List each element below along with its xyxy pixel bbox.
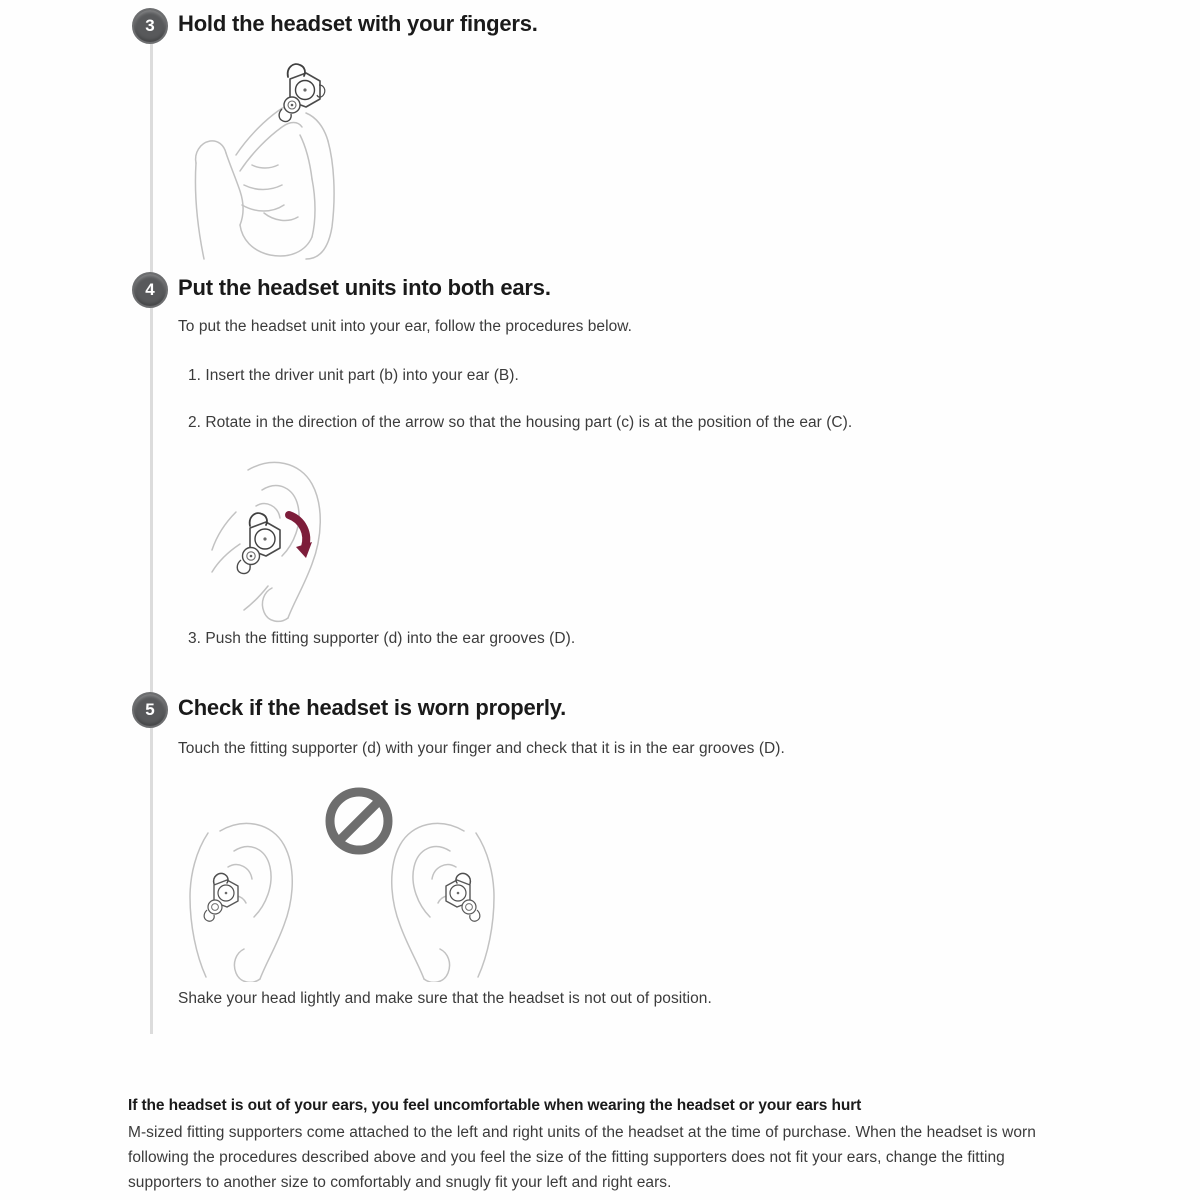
step-3-header	[0, 8, 1200, 48]
footer-note-body: M-sized fitting supporters come attached to the left and right units of the headset at the time of purchase. When the headset is worn following the procedures described above and you feel the size of the fitting supporters does not fit your ears, change the fitting supporters to another size to comfortably and snugly fit your left and right ears.	[128, 1124, 1036, 1192]
hand-holding-headset-illustration	[178, 45, 378, 260]
step-3-title: Hold the headset with your fingers.	[178, 11, 538, 36]
ear-with-headset-rotation-arrow-illustration	[190, 452, 360, 627]
step-3	[0, 8, 1200, 48]
step-4-header	[0, 272, 1200, 312]
step-timeline-rail	[150, 26, 153, 1034]
step-4	[0, 272, 1200, 647]
step-4-intro: To put the headset unit into your ear, follow the procedures below.	[178, 318, 632, 335]
step-4-title: Put the headset units into both ears.	[178, 275, 551, 300]
step-3-badge: 3	[132, 8, 168, 44]
step-5-intro: Touch the fitting supporter (d) with your finger and check that it is in the ear grooves (D).	[178, 740, 785, 757]
step-5-badge: 5	[132, 692, 168, 728]
prohibition-icon	[323, 785, 395, 857]
step-5-header	[0, 692, 1200, 732]
step-4-item-2: 2. Rotate in the direction of the arrow so that the housing part (c) is at the position of the ear (C).	[188, 414, 853, 431]
step-4-item-3: 3. Push the fitting supporter (d) into the ear grooves (D).	[188, 630, 576, 647]
step-5-title: Check if the headset is worn properly.	[178, 695, 567, 720]
step-5-caption: Shake your head lightly and make sure that the headset is not out of position.	[178, 990, 712, 1007]
step-4-badge: 4	[132, 272, 168, 308]
footer-note	[128, 1097, 1078, 1195]
step-5	[0, 692, 1200, 1007]
footer-note-title: If the headset is out of your ears, you feel uncomfortable when wearing the headset or your ears hurt	[128, 1097, 862, 1114]
step-4-item-1: 1. Insert the driver unit part (b) into your ear (B).	[188, 367, 519, 384]
